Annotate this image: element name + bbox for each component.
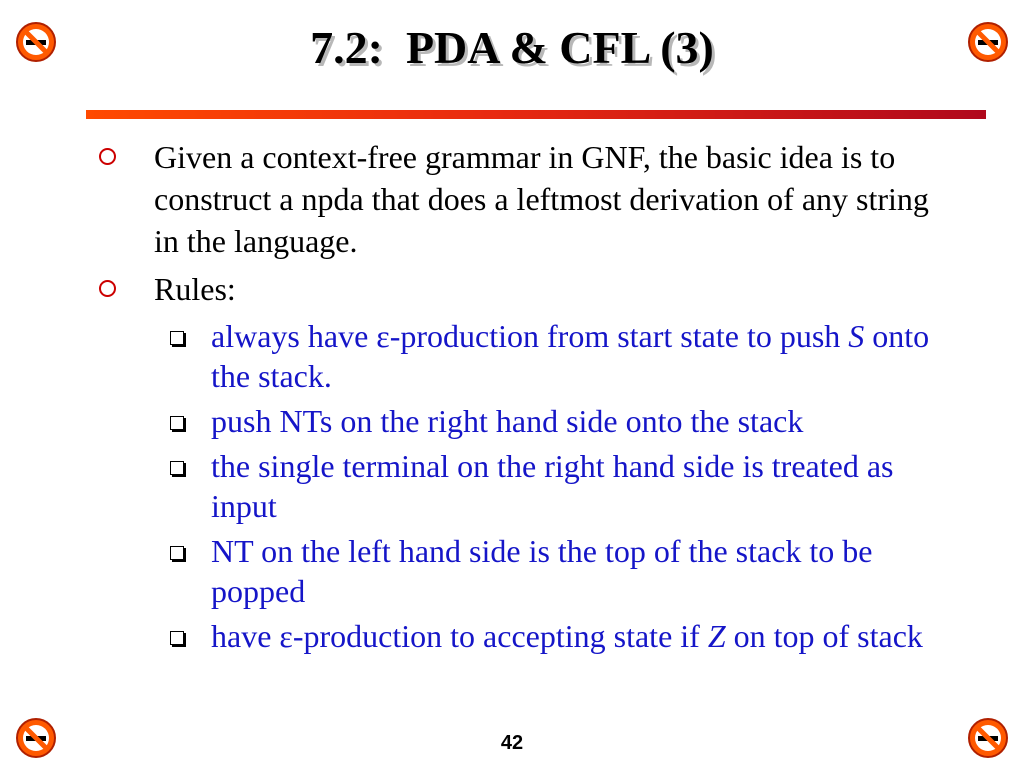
sub-bullet-text: always have ε-production from start state to push S onto the stack. — [211, 318, 930, 394]
sub-bullet-text: the single terminal on the right hand side is treated as input — [211, 448, 894, 524]
sub-bullet-item — [0, 616, 1024, 656]
circle-bullet-icon — [99, 280, 116, 297]
sub-bullet-text: NT on the left hand side is the top of the stack to be popped — [211, 533, 873, 609]
sub-bullet-item — [0, 401, 1024, 441]
slide-title: 7.2: PDA & CFL (3) — [310, 22, 714, 73]
title-divider — [86, 110, 986, 119]
slide-body — [0, 136, 1024, 661]
sub-bullet-item — [0, 316, 1024, 396]
sub-bullet-item — [0, 446, 1024, 526]
bullet-text: Given a context-free grammar in GNF, the basic idea is to construct a npda that does a leftmost derivation of any string in the language. — [154, 139, 929, 259]
square-bullet-icon — [170, 546, 184, 560]
square-bullet-icon — [170, 331, 184, 345]
square-bullet-icon — [170, 461, 184, 475]
sub-bullet-item — [0, 531, 1024, 611]
square-bullet-icon — [170, 416, 184, 430]
bullet-item — [0, 136, 1024, 262]
bullet-item — [0, 268, 1024, 310]
symbol-z: Z — [707, 618, 726, 654]
sub-bullet-text: have ε-production to accepting state if Z on top of stack — [211, 618, 923, 654]
circle-bullet-icon — [99, 148, 116, 165]
bullet-text: Rules: — [154, 271, 236, 307]
square-bullet-icon — [170, 631, 184, 645]
page-number: 42 — [500, 732, 524, 754]
sub-bullet-text: push NTs on the right hand side onto the stack — [211, 403, 804, 439]
symbol-s: S — [848, 318, 865, 354]
